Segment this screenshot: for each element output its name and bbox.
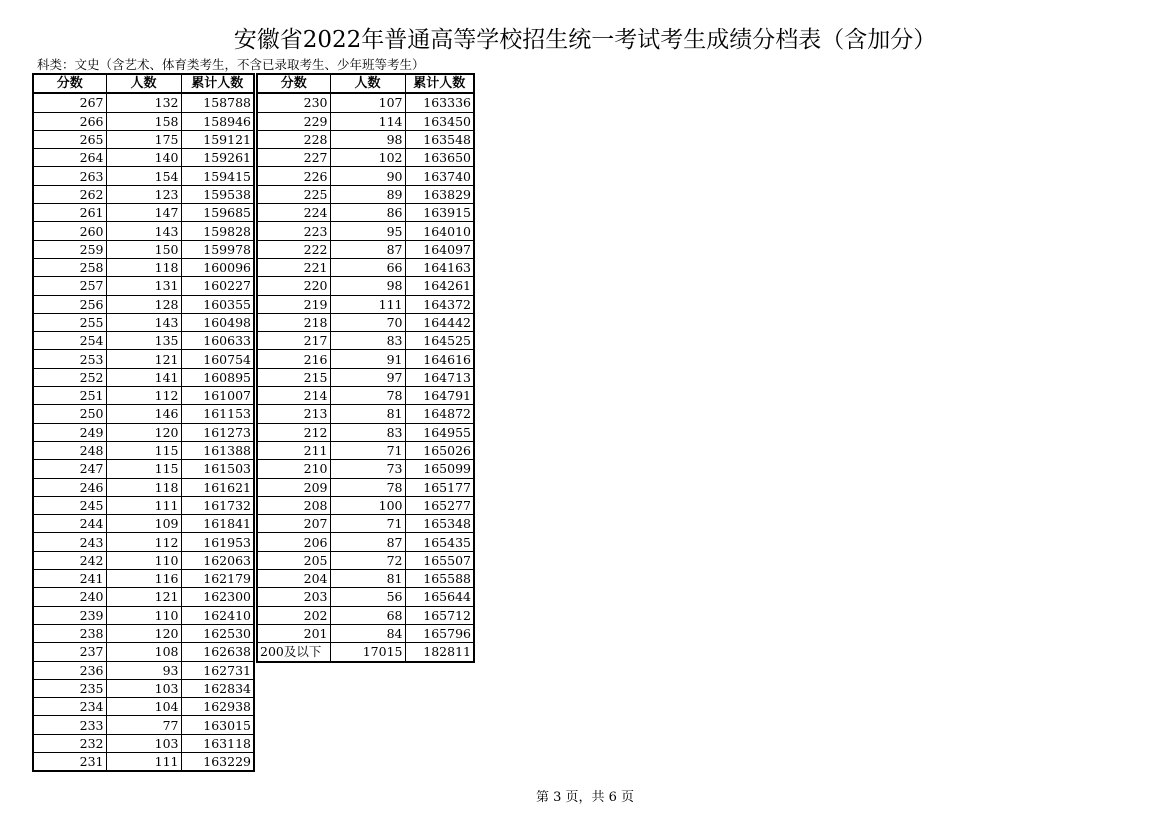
- count-cell: 102: [330, 149, 405, 167]
- score-cell: 244: [33, 515, 106, 533]
- count-cell: 73: [330, 460, 405, 478]
- score-cell: 256: [33, 295, 106, 313]
- table-row: [33, 496, 254, 514]
- count-cell: 83: [330, 423, 405, 441]
- cumulative-cell: 159415: [181, 167, 254, 185]
- count-cell: 90: [330, 167, 405, 185]
- cumulative-cell: 164791: [405, 387, 474, 405]
- count-cell: 98: [330, 130, 405, 148]
- count-cell: 141: [106, 368, 181, 386]
- table-row: [257, 93, 474, 112]
- table-row: [33, 551, 254, 569]
- count-cell: 158: [106, 112, 181, 130]
- cumulative-cell: 164163: [405, 258, 474, 276]
- count-cell: 111: [106, 496, 181, 514]
- table-row: [257, 533, 474, 551]
- score-cell: 223: [257, 222, 330, 240]
- table-row: [257, 222, 474, 240]
- count-cell: 146: [106, 405, 181, 423]
- cumulative-cell: 161153: [181, 405, 254, 423]
- table-row: [33, 478, 254, 496]
- count-cell: 123: [106, 185, 181, 203]
- count-cell: 89: [330, 185, 405, 203]
- cumulative-cell: 163740: [405, 167, 474, 185]
- score-cell: 204: [257, 570, 330, 588]
- cumulative-cell: 163450: [405, 112, 474, 130]
- count-cell: 110: [106, 551, 181, 569]
- score-cell: 251: [33, 387, 106, 405]
- table-row: [257, 258, 474, 276]
- count-cell: 128: [106, 295, 181, 313]
- count-cell: 109: [106, 515, 181, 533]
- cumulative-cell: 163829: [405, 185, 474, 203]
- cumulative-cell: 165026: [405, 441, 474, 459]
- count-cell: 71: [330, 515, 405, 533]
- score-table-right: [256, 73, 475, 663]
- table-row: [33, 258, 254, 276]
- table-row: [257, 368, 474, 386]
- score-cell: 209: [257, 478, 330, 496]
- count-cell: 115: [106, 441, 181, 459]
- header-cumulative: 累计人数: [405, 74, 474, 93]
- count-cell: 107: [330, 93, 405, 112]
- cumulative-cell: 162834: [181, 679, 254, 697]
- table-row: [33, 423, 254, 441]
- header-count: 人数: [330, 74, 405, 93]
- count-cell: 118: [106, 478, 181, 496]
- count-cell: 103: [106, 734, 181, 752]
- cumulative-cell: 182811: [405, 643, 474, 662]
- cumulative-cell: 161953: [181, 533, 254, 551]
- table-row: [257, 478, 474, 496]
- table-row: [33, 368, 254, 386]
- cumulative-cell: 165348: [405, 515, 474, 533]
- score-cell: 257: [33, 277, 106, 295]
- score-cell: 246: [33, 478, 106, 496]
- table-row: [33, 295, 254, 313]
- table-row: [33, 698, 254, 716]
- cumulative-cell: 164525: [405, 332, 474, 350]
- count-cell: 150: [106, 240, 181, 258]
- score-cell: 229: [257, 112, 330, 130]
- table-row: [33, 332, 254, 350]
- table-row: [33, 606, 254, 624]
- table-row: [257, 277, 474, 295]
- cumulative-cell: 159978: [181, 240, 254, 258]
- count-cell: 91: [330, 350, 405, 368]
- cumulative-cell: 160355: [181, 295, 254, 313]
- score-cell: 243: [33, 533, 106, 551]
- table-row: [33, 441, 254, 459]
- cumulative-cell: 164872: [405, 405, 474, 423]
- cumulative-cell: 164955: [405, 423, 474, 441]
- score-cell: 214: [257, 387, 330, 405]
- cumulative-cell: 164442: [405, 313, 474, 331]
- cumulative-cell: 160754: [181, 350, 254, 368]
- score-cell: 215: [257, 368, 330, 386]
- cumulative-cell: 160227: [181, 277, 254, 295]
- table-row: [33, 570, 254, 588]
- cumulative-cell: 159261: [181, 149, 254, 167]
- table-row: [257, 185, 474, 203]
- table-row: [33, 167, 254, 185]
- score-cell: 240: [33, 588, 106, 606]
- cumulative-cell: 159538: [181, 185, 254, 203]
- score-cell: 217: [257, 332, 330, 350]
- table-row: [33, 588, 254, 606]
- score-cell: 233: [33, 716, 106, 734]
- table-body-right: [257, 93, 474, 661]
- score-cell: 237: [33, 643, 106, 661]
- score-cell: 221: [257, 258, 330, 276]
- table-row: [33, 240, 254, 258]
- count-cell: 111: [106, 752, 181, 771]
- cumulative-cell: 163229: [181, 752, 254, 771]
- cumulative-cell: 163650: [405, 149, 474, 167]
- score-cell: 218: [257, 313, 330, 331]
- cumulative-cell: 162300: [181, 588, 254, 606]
- table-row: [257, 588, 474, 606]
- score-cell: 207: [257, 515, 330, 533]
- cumulative-cell: 165435: [405, 533, 474, 551]
- count-cell: 131: [106, 277, 181, 295]
- score-cell: 227: [257, 149, 330, 167]
- table-row: [257, 130, 474, 148]
- count-cell: 104: [106, 698, 181, 716]
- score-cell: 211: [257, 441, 330, 459]
- count-cell: 175: [106, 130, 181, 148]
- cumulative-cell: 162638: [181, 643, 254, 661]
- count-cell: 86: [330, 204, 405, 222]
- count-cell: 78: [330, 478, 405, 496]
- cumulative-cell: 164097: [405, 240, 474, 258]
- score-cell: 250: [33, 405, 106, 423]
- count-cell: 103: [106, 679, 181, 697]
- count-cell: 112: [106, 387, 181, 405]
- count-cell: 135: [106, 332, 181, 350]
- table-row: [257, 332, 474, 350]
- table-row: [257, 423, 474, 441]
- score-cell: 236: [33, 661, 106, 679]
- cumulative-cell: 165177: [405, 478, 474, 496]
- score-cell: 259: [33, 240, 106, 258]
- table-row: [33, 752, 254, 771]
- table-row: [257, 313, 474, 331]
- cumulative-cell: 164713: [405, 368, 474, 386]
- score-cell: 226: [257, 167, 330, 185]
- count-cell: 108: [106, 643, 181, 661]
- header-row: [33, 74, 254, 93]
- cumulative-cell: 163915: [405, 204, 474, 222]
- cumulative-cell: 161273: [181, 423, 254, 441]
- score-cell: 265: [33, 130, 106, 148]
- table-row: [33, 679, 254, 697]
- table-row: [257, 387, 474, 405]
- table-row: [33, 460, 254, 478]
- count-cell: 87: [330, 533, 405, 551]
- score-cell: 238: [33, 624, 106, 642]
- cumulative-cell: 158946: [181, 112, 254, 130]
- count-cell: 111: [330, 295, 405, 313]
- score-cell: 216: [257, 350, 330, 368]
- cumulative-cell: 164372: [405, 295, 474, 313]
- score-cell: 245: [33, 496, 106, 514]
- cumulative-cell: 161503: [181, 460, 254, 478]
- table-row: [257, 441, 474, 459]
- header-row: [257, 74, 474, 93]
- count-cell: 81: [330, 405, 405, 423]
- count-cell: 132: [106, 93, 181, 112]
- cumulative-cell: 165277: [405, 496, 474, 514]
- table-row: [33, 734, 254, 752]
- cumulative-cell: 161732: [181, 496, 254, 514]
- count-cell: 112: [106, 533, 181, 551]
- table-row: [257, 570, 474, 588]
- score-cell: 262: [33, 185, 106, 203]
- score-cell: 200及以下: [257, 643, 330, 662]
- cumulative-cell: 162731: [181, 661, 254, 679]
- table-row: [257, 405, 474, 423]
- table-row: [257, 624, 474, 642]
- count-cell: 81: [330, 570, 405, 588]
- score-cell: 249: [33, 423, 106, 441]
- cumulative-cell: 164010: [405, 222, 474, 240]
- cumulative-cell: 164616: [405, 350, 474, 368]
- score-cell: 253: [33, 350, 106, 368]
- header-score: 分数: [33, 74, 106, 93]
- cumulative-cell: 162179: [181, 570, 254, 588]
- cumulative-cell: 160096: [181, 258, 254, 276]
- cumulative-cell: 163336: [405, 93, 474, 112]
- count-cell: 77: [106, 716, 181, 734]
- score-cell: 230: [257, 93, 330, 112]
- score-cell: 208: [257, 496, 330, 514]
- score-cell: 213: [257, 405, 330, 423]
- table-row: [257, 606, 474, 624]
- cumulative-cell: 161841: [181, 515, 254, 533]
- count-cell: 121: [106, 350, 181, 368]
- count-cell: 97: [330, 368, 405, 386]
- table-body-left: [33, 93, 254, 771]
- score-cell: 258: [33, 258, 106, 276]
- cumulative-cell: 163015: [181, 716, 254, 734]
- count-cell: 154: [106, 167, 181, 185]
- cumulative-cell: 164261: [405, 277, 474, 295]
- cumulative-cell: 160498: [181, 313, 254, 331]
- cumulative-cell: 162410: [181, 606, 254, 624]
- table-row: [257, 460, 474, 478]
- cumulative-cell: 161388: [181, 441, 254, 459]
- score-cell: 231: [33, 752, 106, 771]
- page-footer: 第 3 页，共 6 页: [535, 790, 635, 805]
- score-cell: 219: [257, 295, 330, 313]
- score-cell: 222: [257, 240, 330, 258]
- count-cell: 116: [106, 570, 181, 588]
- category-subtitle: 科类：文史（含艺术、体育类考生，不含已录取考生、少年班等考生）: [37, 57, 425, 72]
- score-cell: 248: [33, 441, 106, 459]
- score-cell: 264: [33, 149, 106, 167]
- count-cell: 87: [330, 240, 405, 258]
- score-cell: 247: [33, 460, 106, 478]
- count-cell: 121: [106, 588, 181, 606]
- score-cell: 254: [33, 332, 106, 350]
- table-row: [33, 130, 254, 148]
- table-row: [33, 204, 254, 222]
- table-row: [257, 350, 474, 368]
- score-cell: 210: [257, 460, 330, 478]
- cumulative-cell: 165644: [405, 588, 474, 606]
- header-cumulative: 累计人数: [181, 74, 254, 93]
- cumulative-cell: 162938: [181, 698, 254, 716]
- table-row: [33, 533, 254, 551]
- score-cell: 242: [33, 551, 106, 569]
- table-row: [33, 661, 254, 679]
- table-row: [257, 496, 474, 514]
- table-row: [257, 295, 474, 313]
- table-row: [257, 167, 474, 185]
- cumulative-cell: 158788: [181, 93, 254, 112]
- count-cell: 140: [106, 149, 181, 167]
- count-cell: 17015: [330, 643, 405, 662]
- count-cell: 83: [330, 332, 405, 350]
- score-cell: 201: [257, 624, 330, 642]
- count-cell: 143: [106, 313, 181, 331]
- count-cell: 110: [106, 606, 181, 624]
- table-row: [33, 313, 254, 331]
- table-row: [257, 515, 474, 533]
- count-cell: 120: [106, 423, 181, 441]
- table-row: [33, 149, 254, 167]
- score-cell: 261: [33, 204, 106, 222]
- table-row: [257, 240, 474, 258]
- count-cell: 72: [330, 551, 405, 569]
- cumulative-cell: 160633: [181, 332, 254, 350]
- count-cell: 143: [106, 222, 181, 240]
- score-cell: 225: [257, 185, 330, 203]
- count-cell: 147: [106, 204, 181, 222]
- count-cell: 115: [106, 460, 181, 478]
- cumulative-cell: 163118: [181, 734, 254, 752]
- score-cell: 228: [257, 130, 330, 148]
- table-row: [33, 350, 254, 368]
- count-cell: 70: [330, 313, 405, 331]
- score-cell: 260: [33, 222, 106, 240]
- count-cell: 66: [330, 258, 405, 276]
- table-row: [257, 112, 474, 130]
- count-cell: 100: [330, 496, 405, 514]
- score-table-left: [32, 73, 255, 772]
- page-title: 安徽省2022年普通高等学校招生统一考试考生成绩分档表（含加分）: [233, 27, 937, 53]
- table-row: [33, 716, 254, 734]
- table-row: [257, 643, 474, 662]
- count-cell: 95: [330, 222, 405, 240]
- cumulative-cell: 165507: [405, 551, 474, 569]
- table-row: [33, 405, 254, 423]
- cumulative-cell: 162530: [181, 624, 254, 642]
- score-cell: 220: [257, 277, 330, 295]
- table-row: [33, 93, 254, 112]
- header-score: 分数: [257, 74, 330, 93]
- table-row: [257, 149, 474, 167]
- cumulative-cell: 160895: [181, 368, 254, 386]
- cumulative-cell: 165712: [405, 606, 474, 624]
- cumulative-cell: 159828: [181, 222, 254, 240]
- count-cell: 56: [330, 588, 405, 606]
- score-cell: 255: [33, 313, 106, 331]
- cumulative-cell: 162063: [181, 551, 254, 569]
- cumulative-cell: 161007: [181, 387, 254, 405]
- table-row: [257, 204, 474, 222]
- count-cell: 114: [330, 112, 405, 130]
- table-row: [33, 222, 254, 240]
- table-row: [33, 387, 254, 405]
- header-count: 人数: [106, 74, 181, 93]
- cumulative-cell: 159121: [181, 130, 254, 148]
- cumulative-cell: 165099: [405, 460, 474, 478]
- cumulative-cell: 163548: [405, 130, 474, 148]
- score-cell: 234: [33, 698, 106, 716]
- score-cell: 212: [257, 423, 330, 441]
- cumulative-cell: 159685: [181, 204, 254, 222]
- score-cell: 267: [33, 93, 106, 112]
- score-cell: 252: [33, 368, 106, 386]
- table-row: [33, 643, 254, 661]
- count-cell: 120: [106, 624, 181, 642]
- score-cell: 224: [257, 204, 330, 222]
- count-cell: 84: [330, 624, 405, 642]
- table-row: [33, 624, 254, 642]
- count-cell: 78: [330, 387, 405, 405]
- score-cell: 239: [33, 606, 106, 624]
- table-row: [33, 112, 254, 130]
- score-cell: 235: [33, 679, 106, 697]
- count-cell: 68: [330, 606, 405, 624]
- score-cell: 263: [33, 167, 106, 185]
- count-cell: 98: [330, 277, 405, 295]
- score-cell: 232: [33, 734, 106, 752]
- cumulative-cell: 161621: [181, 478, 254, 496]
- count-cell: 71: [330, 441, 405, 459]
- count-cell: 93: [106, 661, 181, 679]
- score-cell: 266: [33, 112, 106, 130]
- score-cell: 206: [257, 533, 330, 551]
- table-row: [33, 185, 254, 203]
- score-cell: 205: [257, 551, 330, 569]
- cumulative-cell: 165588: [405, 570, 474, 588]
- score-cell: 241: [33, 570, 106, 588]
- table-row: [33, 515, 254, 533]
- score-cell: 203: [257, 588, 330, 606]
- count-cell: 118: [106, 258, 181, 276]
- score-cell: 202: [257, 606, 330, 624]
- table-row: [33, 277, 254, 295]
- cumulative-cell: 165796: [405, 624, 474, 642]
- table-row: [257, 551, 474, 569]
